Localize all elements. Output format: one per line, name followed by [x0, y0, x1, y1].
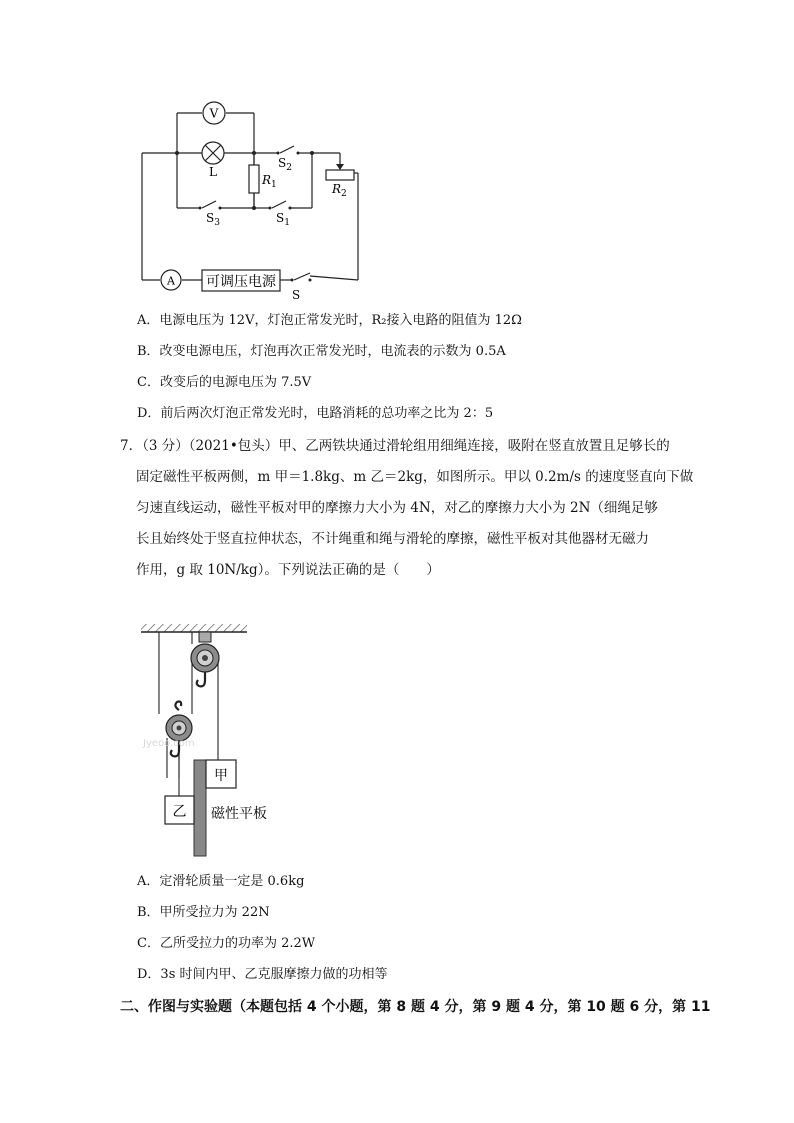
- ceiling: [141, 624, 247, 632]
- q7-option-d: D．3s 时间内甲、乙克服摩擦力做的功相等: [137, 967, 388, 982]
- ammeter-symbol: [161, 270, 181, 290]
- switch-s-label: S: [292, 288, 301, 302]
- svg-text:R1: $R_1$: [262, 173, 277, 190]
- svg-text:R2: $R_2$: [332, 182, 347, 199]
- q6-option-d: D．前后两次灯泡正常发光时，电路消耗的总功率之比为 2：5: [137, 406, 494, 421]
- watermark: Jyeoo.com: [143, 738, 195, 749]
- question-7-line: 7．（3 分）（2021•包头）甲、乙两铁块通过滑轮组用细绳连接，吸附在竖直放置且足够长的: [120, 438, 670, 454]
- question-7-line: 匀速直线运动，磁性平板对甲的摩擦力大小为 4N，对乙的摩擦力大小为 2N（细绳足够: [136, 500, 658, 516]
- q7-option-b: B．甲所受拉力为 22N: [137, 905, 270, 920]
- magnetic-board: [194, 760, 206, 856]
- section-heading: 二、作图与实验题（本题包括 4 个小题，第 8 题 4 分，第 9 题 4 分，第 10 题 6 分，第 11: [120, 999, 711, 1015]
- svg-text:乙: 乙: [172, 804, 187, 820]
- svg-text:可调压电源: 可调压电源: [206, 274, 276, 290]
- power-source-box: [202, 270, 280, 291]
- svg-text:A: A: [167, 274, 175, 288]
- switch-s2-label: $S_2$: [278, 156, 292, 173]
- circuit-diagram: [130, 90, 370, 305]
- voltmeter-symbol: [203, 102, 225, 124]
- main-switch: [294, 273, 310, 280]
- svg-text:L: L: [209, 165, 217, 179]
- switch-s3-label: $S_3$: [206, 211, 220, 228]
- fixed-pulley: [191, 632, 219, 686]
- board-label: 磁性平板: [211, 806, 267, 822]
- svg-text:V: V: [209, 106, 219, 121]
- q6-option-c: C．改变后的电源电压为 7.5V: [137, 375, 312, 390]
- q7-option-c: C．乙所受拉力的功率为 2.2W: [137, 936, 316, 951]
- question-7: [120, 431, 694, 586]
- svg-text:甲: 甲: [214, 768, 228, 784]
- block-yi: [165, 752, 194, 824]
- question-7-line: 固定磁性平板两侧，m 甲＝1.8kg、m 乙＝2kg，如图所示。甲以 0.2m/s 的速度竖直向下做: [136, 469, 694, 485]
- q6-option-b: B．改变电源电压，灯泡再次正常发光时，电流表的示数为 0.5A: [137, 344, 506, 359]
- rheostat-r2: [326, 170, 354, 199]
- lamp-symbol: [202, 142, 224, 179]
- question-7-line: 长且始终处于竖直拉伸状态，不计绳重和绳与滑轮的摩擦，磁性平板对其他器材无磁力: [136, 531, 649, 547]
- resistor-r1: [249, 165, 277, 193]
- pulley-diagram: [135, 618, 395, 863]
- q6-option-a: A．电源电压为 12V，灯泡正常发光时，R₂接入电路的阻值为 12Ω: [137, 313, 522, 328]
- q7-option-a: A．定滑轮质量一定是 0.6kg: [137, 874, 305, 889]
- question-7-line: 作用，g 取 10N/kg）。下列说法正确的是（ ）: [136, 562, 440, 578]
- switch-s1-label: $S_1$: [276, 211, 290, 228]
- block-jia: [206, 746, 236, 788]
